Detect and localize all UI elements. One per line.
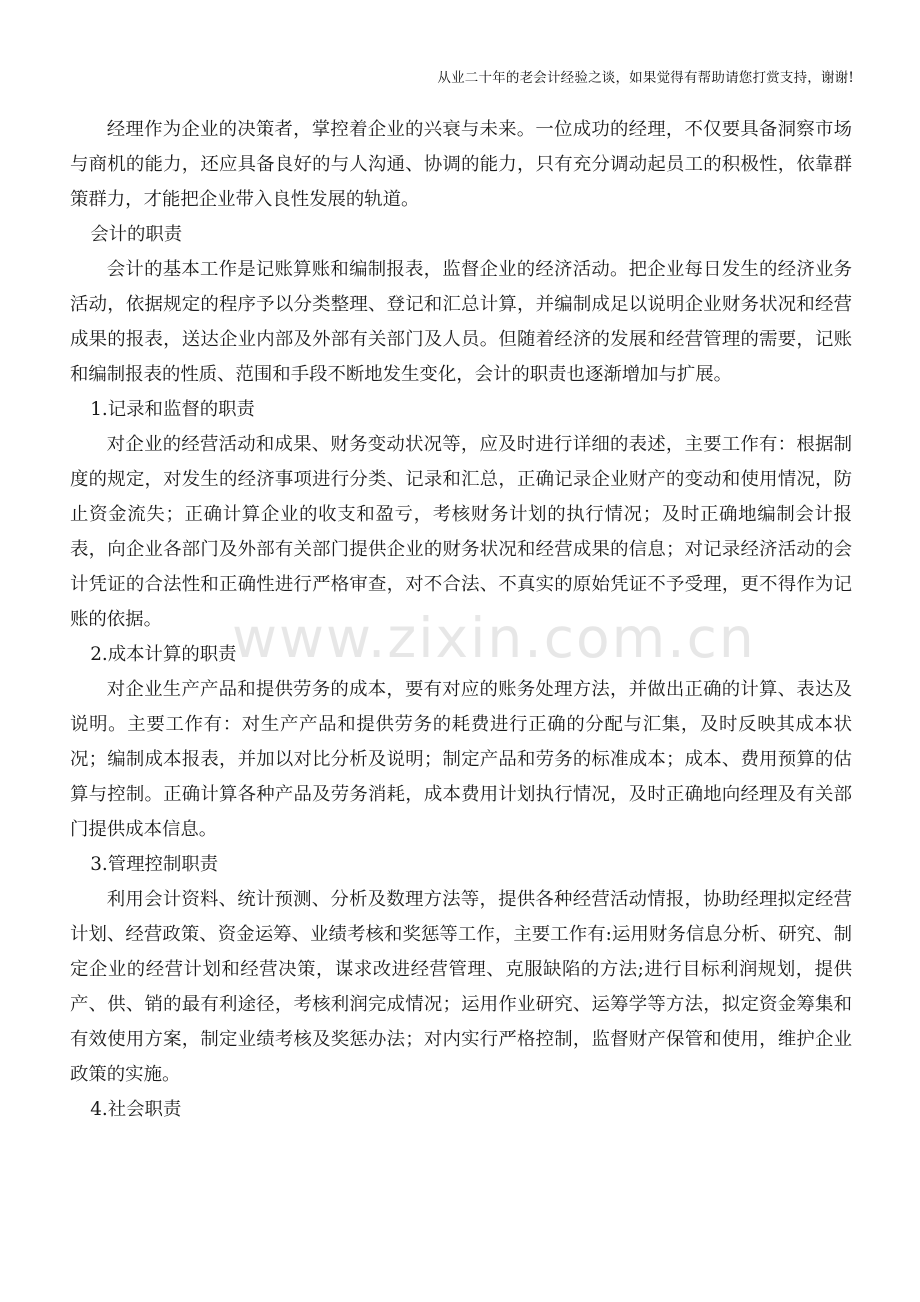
item-paragraph-record: 对企业的经营活动和成果、财务变动状况等，应及时进行详细的表述，主要工作有：根据制度的规定，对发生的经济事项进行分类、记录和汇总，正确记录企业财产的变动和使用情况，防止资金流失；正确计算企业的收支和盈亏，考核财务计划的执行情况；及时正确地编制会计报表，向企业各部门及外部有关部门提供企业的财务状况和经营成果的信息；对记录经济活动的会计凭证的合法性和正确性进行严格审查，对不合法、不真实的原始凭证不予受理，更不得作为记账的依据。 (70, 434, 852, 630)
intro-paragraph: 经理作为企业的决策者，掌控着企业的兴衰与未来。一位成功的经理，不仅要具备洞察市场与商机的能力，还应具备良好的与人沟通、协调的能力，只有充分调动起员工的积极性，依靠群策群力，才能把企业带入良性发展的轨道。 (70, 119, 852, 210)
item-heading-management: 3.管理控制职责 (90, 854, 219, 875)
watermark-text: www.zixin.com.cn (232, 606, 756, 670)
item-heading-social: 4.社会职责 (90, 1099, 182, 1120)
header-note: 从业二十年的老会计经验之谈，如果觉得有帮助请您打赏支持，谢谢! (437, 70, 854, 86)
section-paragraph: 会计的基本工作是记账算账和编制报表，监督企业的经济活动。把企业每日发生的经济业务活动，依据规定的程序予以分类整理、登记和汇总计算，并编制成足以说明企业财务状况和经营成果的报表，送达企业内部及外部有关部门及人员。但随着经济的发展和经营管理的需要，记账和编制报表的性质、范围和手段不断地发生变化，会计的职责也逐渐增加与扩展。 (70, 259, 852, 385)
item-paragraph-management: 利用会计资料、统计预测、分析及数理方法等，提供各种经营活动情报，协助经理拟定经营计划、经营政策、资金运筹、业绩考核和奖惩等工作，主要工作有:运用财务信息分析、研究、制定企业的经营计划和经营决策，谋求改进经营管理、克服缺陷的方法;进行目标利润规划，提供产、供、销的最有利途径，考核利润完成情况；运用作业研究、运筹学等方法，拟定资金筹集和有效使用方案，制定业绩考核及奖惩办法；对内实行严格控制，监督财产保管和使用，维护企业政策的实施。 (70, 889, 852, 1085)
item-paragraph-cost: 对企业生产产品和提供劳务的成本，要有对应的账务处理方法，并做出正确的计算、表达及说明。主要工作有：对生产产品和提供劳务的耗费进行正确的分配与汇集，及时反映其成本状况；编制成本报表，并加以对比分析及说明；制定产品和劳务的标准成本；成本、费用预算的估算与控制。正确计算各种产品及劳务消耗，成本费用计划执行情况，及时正确地向经理及有关部门提供成本信息。 (70, 679, 852, 840)
item-heading-cost: 2.成本计算的职责 (90, 644, 237, 665)
item-heading-record: 1.记录和监督的职责 (90, 399, 255, 420)
document-body (70, 112, 852, 1127)
section-heading: 会计的职责 (90, 224, 183, 245)
